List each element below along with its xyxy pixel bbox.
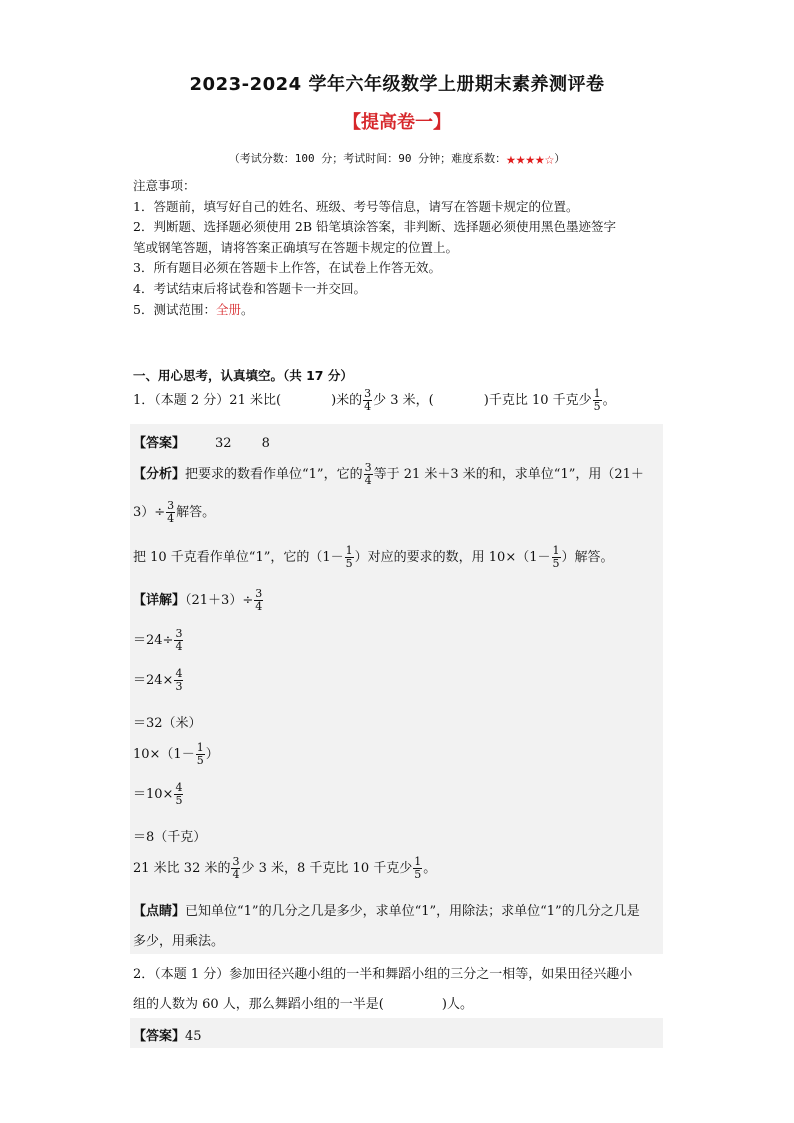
notes-item: 1．答题前，填写好自己的姓名、班级、考号等信息，请写在答题卡规定的位置。 [133, 198, 579, 214]
notes-item: 笔或钢笔答题，请将答案正确填写在答题卡规定的位置上。 [133, 239, 459, 255]
step-line: ＝8（千克） [133, 830, 207, 845]
stem-text: 。 [602, 393, 616, 408]
tip-line: 多少，用乘法。 [133, 934, 225, 949]
question-stem: 组的人数为 60 人，那么舞蹈小组的一半是( )人。 [133, 997, 473, 1012]
fraction: $\frac{1}{5}$ [593, 387, 601, 413]
exam-meta [0, 150, 794, 167]
analysis-line: 把 10 千克看作单位“1”，它的（1－ $\frac{1}{5}$ ）对应的要求的数，用 10×（1－ $\frac{1}{5}$ ）解答。 [133, 544, 614, 570]
fraction: $\frac{3}{4}$ [364, 387, 372, 413]
notes-block [133, 176, 616, 320]
fraction: $\frac{3}{4}$ [364, 461, 372, 487]
scope-value: 全册 [215, 301, 241, 317]
step-line: ＝10× $\frac{4}{5}$ [133, 781, 183, 807]
answer-line [133, 432, 270, 451]
solution-panel [130, 424, 663, 892]
star-filled-icon: ★ [525, 149, 535, 168]
fraction: $\frac{4}{3}$ [175, 667, 183, 693]
scope-end: 。 [240, 301, 254, 317]
fraction: $\frac{3}{4}$ [255, 587, 263, 613]
analysis-label: 【分析】 [133, 467, 186, 482]
conclusion-line: 21 米比 32 米的 $\frac{3}{4}$ 少 3 米，8 千克比 10 千克少 $\frac{1}{5}$ 。 [133, 855, 437, 881]
exam-title: 2023-2024 学年六年级数学上册期末素养测评卷 [189, 74, 605, 95]
exam-subtitle: 【提高卷一】 [343, 112, 451, 133]
notes-scope [133, 300, 616, 321]
question-stem: 2．（本题 1 分）参加田径兴趣小组的一半和舞蹈小组的三分之一相等，如果田径兴趣小 [133, 967, 633, 982]
detail-line: 【详解】（21＋3）÷ $\frac{3}{4}$ [133, 587, 263, 613]
notes-item: 2．判断题、选择题必须使用 2B 铅笔填涂答案，非判断、选择题必须使用黑色墨迹签字 [133, 219, 617, 235]
stem-text: )米的 [331, 393, 363, 408]
fraction: $\frac{4}{5}$ [175, 781, 183, 807]
answer-panel [130, 1018, 663, 1048]
answer-value: 32 [215, 436, 232, 451]
meta-suffix: ） [554, 152, 566, 165]
tip-line: 【点睛】已知单位“1”的几分之几是多少，求单位“1”，用除法；求单位“1”的几分之几是 [133, 904, 640, 919]
answer-line [133, 1025, 202, 1044]
answer-label: 【答案】 [133, 436, 186, 451]
meta-prefix: （考试分数：100 分；考试时间：90 分钟；难度系数： [228, 152, 507, 165]
answer-value: 45 [185, 1029, 202, 1044]
notes-heading: 注意事项： [133, 178, 196, 193]
star-filled-icon: ★ [515, 149, 526, 168]
section-title: 一、用心思考，认真填空。（共 17 分） [133, 368, 353, 383]
step-line: ＝24÷ $\frac{3}{4}$ [133, 627, 183, 653]
tip-label: 【点睛】 [133, 904, 186, 919]
analysis-line: 3）÷ $\frac{3}{4}$ 解答。 [133, 499, 216, 525]
notes-item: 4．考试结束后将试卷和答题卡一并交回。 [133, 280, 366, 296]
question-stem [133, 388, 616, 413]
analysis-line: 【分析】把要求的数看作单位“1”，它的 $\frac{3}{4}$ 等于 21 米＋3 米的和，求单位“1”，用（21＋ [133, 461, 644, 487]
stem-text: )千克比 10 千克少 [483, 393, 592, 408]
stem-text: 1．（本题 2 分）21 米比( [133, 393, 282, 408]
detail-label: 【详解】 [133, 593, 186, 608]
stem-text: 少 3 米，( [373, 393, 434, 408]
step-line: ＝24× $\frac{4}{3}$ [133, 667, 183, 693]
answer-label: 【答案】 [133, 1029, 186, 1044]
fraction: $\frac{3}{4}$ [232, 855, 240, 881]
answer-value: 8 [261, 436, 270, 451]
scope-label: 5．测试范围： [133, 301, 216, 317]
fraction: $\frac{1}{5}$ [552, 544, 560, 570]
fraction: $\frac{1}{5}$ [196, 741, 204, 767]
star-empty-icon: ☆ [544, 149, 555, 168]
star-filled-icon: ★ [506, 149, 516, 168]
star-filled-icon: ★ [535, 149, 545, 168]
difficulty-stars [506, 151, 554, 167]
fraction: $\frac{1}{5}$ [414, 855, 422, 881]
fraction: $\frac{1}{5}$ [345, 544, 353, 570]
step-line: 10×（1－ $\frac{1}{5}$ ） [133, 741, 219, 767]
step-line: ＝32（米） [133, 716, 202, 731]
fraction: $\frac{3}{4}$ [175, 627, 183, 653]
fraction: $\frac{3}{4}$ [167, 499, 175, 525]
notes-item: 3．所有题目必须在答题卡上作答，在试卷上作答无效。 [133, 260, 441, 276]
